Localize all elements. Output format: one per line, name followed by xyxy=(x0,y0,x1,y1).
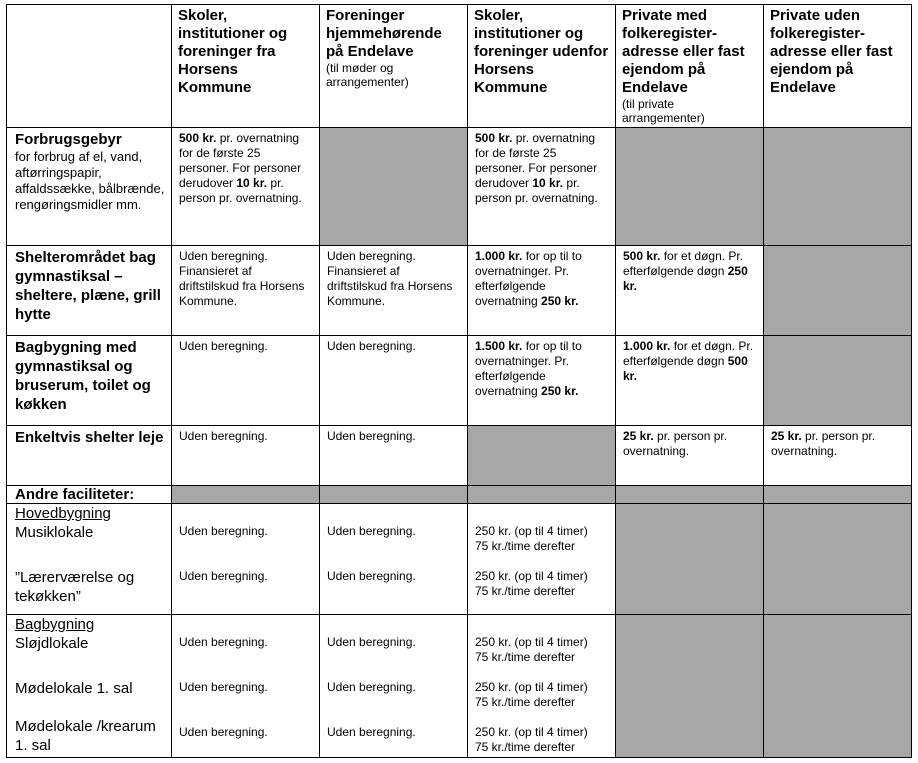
cell-hoved-private-na xyxy=(616,504,764,615)
cell-andre-outside-shade xyxy=(468,486,616,504)
cell-andre-horsens-shade xyxy=(172,486,320,504)
cell-enkeltvis-nonresident: 25 kr. pr. person pr. overnatning. xyxy=(764,426,912,486)
row-label-enkeltvis-shelter xyxy=(6,426,172,486)
cell-forbrug-horsens: 500 kr. pr. overnatning for de første 25 personer. For personer derudover 10 kr. pr. person pr. overnatning. xyxy=(172,128,320,246)
row-label-bagbygning xyxy=(6,336,172,426)
value-text: Uden beregning. xyxy=(179,524,268,538)
cell-hoved-horsens xyxy=(172,504,320,615)
row-label-shelteromraadet xyxy=(6,246,172,336)
row-label-hovedbygning xyxy=(6,504,172,615)
cell-enkeltvis-private: 25 kr. pr. person pr. overnatning. xyxy=(616,426,764,486)
cell-bag2-nonresident-na xyxy=(764,615,912,758)
row-label-forbrugsgebyr xyxy=(6,128,172,246)
facility-moedelokale: Mødelokale 1. sal xyxy=(15,680,133,697)
value-text: Uden beregning. xyxy=(327,569,416,583)
value-text: 250 kr. (op til 4 timer) xyxy=(475,680,588,694)
value-text: Uden beregning. xyxy=(179,635,268,649)
cell-bag2-horsens xyxy=(172,615,320,758)
value-text: Uden beregning. xyxy=(179,725,268,739)
row-label-bagbygning-faciliteter xyxy=(6,615,172,758)
cell-bag2-endelave xyxy=(320,615,468,758)
row-description: for forbrug af el, vand, aftørringspapir, affaldssække, bålbrænde, rengøringsmidler mm. xyxy=(15,149,165,212)
value-text: Uden beregning. xyxy=(327,635,416,649)
value-text: 75 kr./time derefter xyxy=(475,650,576,664)
cell-shelter-endelave: Uden beregning. Finansieret af driftstilskud fra Horsens Kommune. xyxy=(320,246,468,336)
cell-forbrug-outside: 500 kr. pr. overnatning for de første 25 personer. For personer derudover 10 kr. pr. person pr. overnatning. xyxy=(468,128,616,246)
value-text: 250 kr. (op til 4 timer) xyxy=(475,569,588,583)
facility-moedelokale-krearum: Mødelokale /krearum 1. sal xyxy=(15,718,156,754)
cell-bag2-outside xyxy=(468,615,616,758)
cell-andre-private-shade xyxy=(616,486,764,504)
cell-bagbygning-private: 1.000 kr. for et døgn. Pr. efterfølgende døgn 500 kr. xyxy=(616,336,764,426)
value-text: 250 kr. (op til 4 timer) xyxy=(475,725,588,739)
value-text: 250 kr. (op til 4 timer) xyxy=(475,635,588,649)
facility-musiklokale: Musiklokale xyxy=(15,524,94,541)
cell-bagbygning-nonresident-na xyxy=(764,336,912,426)
col-header-outside-institutions xyxy=(468,4,616,128)
col-header-title: Private med folkeregister-adresse eller fast ejendom på Endelave xyxy=(622,7,745,96)
value-text: 75 kr./time derefter xyxy=(475,539,576,553)
col-header-title: Skoler, institutioner og foreninger udenfor Horsens Kommune xyxy=(474,7,609,96)
value-text: 75 kr./time derefter xyxy=(475,695,576,709)
cell-shelter-outside: 1.000 kr. for op til to overnatninger. Pr. efterfølgende overnatning 250 kr. xyxy=(468,246,616,336)
cell-shelter-nonresident-na xyxy=(764,246,912,336)
cell-bagbygning-outside: 1.500 kr. for op til to overnatninger. Pr. efterfølgende overnatning 250 kr. xyxy=(468,336,616,426)
cell-forbrug-endelave-na xyxy=(320,128,468,246)
price-table xyxy=(6,4,912,758)
col-header-horsens-institutions xyxy=(172,4,320,128)
facility-sloejdlokale: Sløjdlokale xyxy=(15,635,89,652)
cell-forbrug-private-na xyxy=(616,128,764,246)
value-text: 75 kr./time derefter xyxy=(475,584,576,598)
cell-andre-nonresident-shade xyxy=(764,486,912,504)
row-label: Andre faciliteter: xyxy=(15,486,135,503)
section-heading-bagbygning: Bagbygning xyxy=(15,616,95,633)
cell-hoved-outside xyxy=(468,504,616,615)
value-text: Uden beregning. xyxy=(327,524,416,538)
value-text: 250 kr. (op til 4 timer) xyxy=(475,524,588,538)
row-label: Shelterområdet bag gymnastiksal – sheltere, plæne, grill hytte xyxy=(15,249,161,323)
cell-hoved-endelave xyxy=(320,504,468,615)
cell-enkeltvis-outside-na xyxy=(468,426,616,486)
cell-enkeltvis-horsens: Uden beregning. xyxy=(172,426,320,486)
col-header-private-residents xyxy=(616,4,764,128)
value-text: Uden beregning. xyxy=(327,680,416,694)
value-text: 75 kr./time derefter xyxy=(475,740,576,754)
value-text: Uden beregning. xyxy=(327,725,416,739)
cell-enkeltvis-endelave: Uden beregning. xyxy=(320,426,468,486)
col-header-endelave-associations xyxy=(320,4,468,128)
col-header-subtitle: (til møder og arrangementer) xyxy=(326,61,409,89)
row-label-andre-faciliteter xyxy=(6,486,172,504)
cell-shelter-private: 500 kr. for et døgn. Pr. efterfølgende døgn 250 kr. xyxy=(616,246,764,336)
row-label: Forbrugsgebyr xyxy=(15,131,122,148)
section-heading-hovedbygning: Hovedbygning xyxy=(15,505,111,522)
value-text: Uden beregning. xyxy=(179,680,268,694)
row-label: Enkeltvis shelter leje xyxy=(15,429,164,446)
value-text: Uden beregning. xyxy=(179,569,268,583)
facility-laerervaerelse: ”Lærerværelse og tekøkken” xyxy=(15,569,135,605)
cell-forbrug-nonresident-na xyxy=(764,128,912,246)
col-header-title: Private uden folkeregister-adresse eller fast ejendom på Endelave xyxy=(770,7,893,96)
cell-andre-endelave-shade xyxy=(320,486,468,504)
cell-shelter-horsens: Uden beregning. Finansieret af driftstilskud fra Horsens Kommune. xyxy=(172,246,320,336)
col-header-title: Foreninger hjemmehørende på Endelave xyxy=(326,7,442,60)
cell-bagbygning-horsens: Uden beregning. xyxy=(172,336,320,426)
col-header-subtitle: (til private arrangementer) xyxy=(622,97,705,125)
col-header-private-nonresidents xyxy=(764,4,912,128)
row-label: Bagbygning med gymnastiksal og bruserum, toilet og køkken xyxy=(15,339,151,413)
cell-bagbygning-endelave: Uden beregning. xyxy=(320,336,468,426)
col-header-title: Skoler, institutioner og foreninger fra Horsens Kommune xyxy=(178,7,288,96)
cell-bag2-private-na xyxy=(616,615,764,758)
header-corner xyxy=(6,4,172,128)
cell-hoved-nonresident-na xyxy=(764,504,912,615)
